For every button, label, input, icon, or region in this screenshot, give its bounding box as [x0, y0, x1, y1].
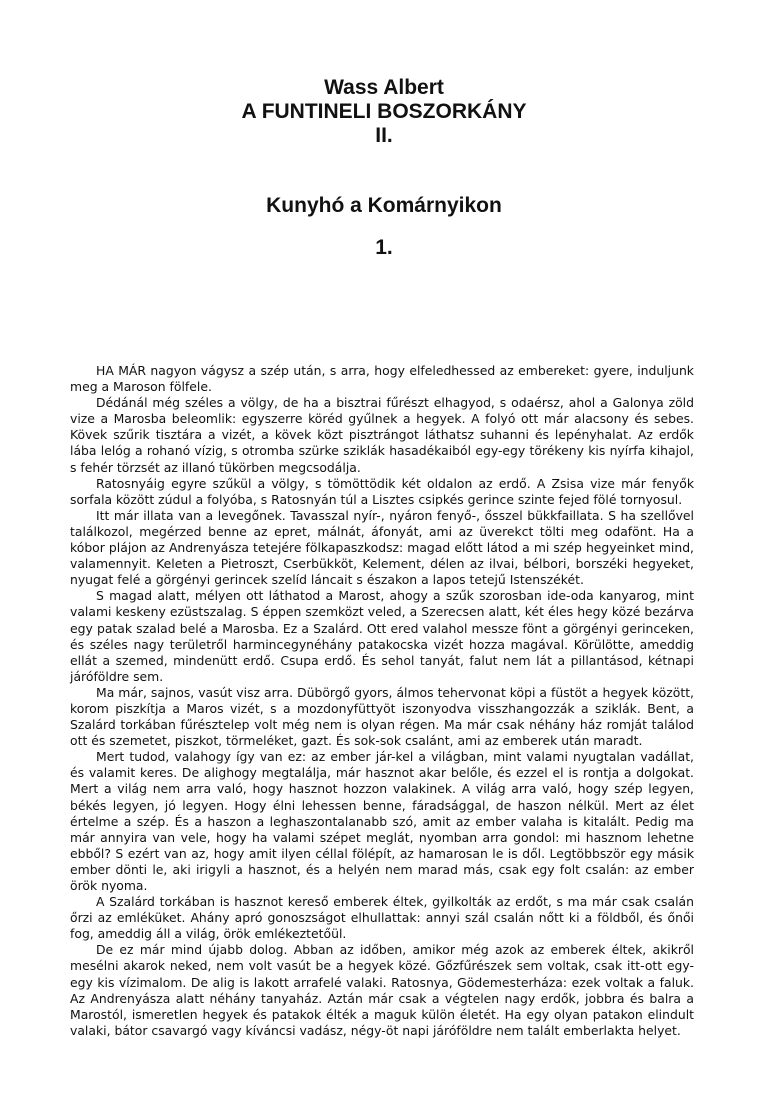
- paragraph: HA MÁR nagyon vágysz a szép után, s arra, hogy elfeledhessed az embereket: gyere, induljunk meg a Maroson fölfele.: [70, 363, 694, 395]
- paragraph: Itt már illata van a levegőnek. Tavasszal nyír-, nyáron fenyő-, ősszel bükkfaillata. S ha szellővel találkozol, megérzed benne az epret, málnát, áfonyát, ami az üverekct tölti meg odafönt. Ha a kóbor plájon az Andrenyásza tetejére fölkapaszkodsz: magad előtt látod a mi szép hegyeinket mind, valamennyit. Keleten a Pietroszt, Cserbükköt, Kelement, délen az ilvai, bélbori, borszéki hegyeket, nyugat felé a görgényi gerincek szelíd láncait s északon a lapos tetejű Istenszékét.: [70, 507, 694, 588]
- author-name: Wass Albert: [324, 76, 444, 99]
- paragraph: Mert tudod, valahogy így van ez: az ember jár-kel a világban, mint valami nyugtalan vadállat, és valamit keres. De alighogy megtalálja, már hasznot akar belőle, és ezzel el is rontja a dolgokat. Mert a világ nem arra való, hogy hasznot hozzon valakinek. A világ arra való, hogy szép legyen, békés legyen, jó legyen. Hogy élni lehessen benne, fáradsággal, de haszon nélkül. Mert az élet értelme a szép. És a haszon a leghaszontalanabb szó, amit az ember valaha is kitalált. Pedig ma már annyira van vele, hogy ha valami szépet meglát, nyomban arra gondol: mi hasznom lehetne ebből? S ezért van az, hogy amit ilyen céllal fölépít, az hamarosan le is dől. Legtöbbször egy másik ember dönti le, aki irigyli a hasznot, és a helyén nem marad más, csak egy folt csalán: az ember örök nyoma.: [70, 749, 694, 893]
- title-block: [0, 76, 768, 260]
- paragraph: Dédánál még széles a völgy, de ha a bisztrai fűrészt elhagyod, s odaérsz, ahol a Galonya zöld vize a Marosba beleomlik: egyszerre köréd gyűlnek a hegyek. A folyó ott már alacsony és sebes. Kövek szűrik tisztára a vizét, a kövek közt pisztrángot láthatsz suhanni és lepényhalat. Az erdők lába lelóg a rohanó vízig, s otromba szürke sziklák hasadékaiból egy-egy törékeny kis nyírfa kihajol, s fehér törzsét az illanó tükörben megcsodálja.: [70, 395, 694, 475]
- paragraph: A Szalárd torkában is hasznot kereső emberek éltek, gyilkolták az erdőt, s ma már csak csalán őrzi az emléküket. Ahány apró gonoszságot elhullattak: annyi szál csalán nőtt ki a földből, és őnői fog, ameddig áll a világ, örök emlékeztetőül.: [70, 894, 694, 942]
- section-number: 1.: [375, 236, 393, 259]
- paragraph: Ratosnyáig egyre szűkül a völgy, s tömöttödik két oldalon az erdő. A Zsisa vize már fenyők sorfala között zúdul a folyóba, s Ratosnyán túl a Lisztes csipkés gerince szinte fejed fölé tornyosul.: [70, 475, 694, 507]
- paragraph: S magad alatt, mélyen ott láthatod a Marost, ahogy a szűk szorosban ide-oda kanyarog, mint valami keskeny ezüstszalag. S éppen szemközt veled, a Szerecsen alatt, két éles hegy közé bezárva egy patak szalad belé a Marosba. Ez a Szalárd. Ott ered valahol messze fönt a görgényi gerinceken, és széles nagy területről harmincegynéhány patakocska vizét hozza magával. Körülötte, ameddig ellát a szemed, mindenütt erdő. Csupa erdő. És sehol tanyát, falut nem lát a pillantásod, kétnapi járóföldre sem.: [70, 588, 694, 684]
- book-title: A FUNTINELI BOSZORKÁNY: [241, 100, 527, 123]
- document-page: [0, 76, 768, 1100]
- body-text: [70, 363, 694, 1039]
- paragraph: De ez már mind újabb dolog. Abban az időben, amikor még azok az emberek éltek, akikről mesélni akarok neked, nem volt vasút be a hegyek közé. Gőzfűrészek sem voltak, csak itt-ott egy-egy kis vízimalom. De alig is lakott arrafelé valaki. Ratosnya, Gödemesterháza: ezek voltak a faluk. Az Andrenyásza alatt néhány tanyaház. Aztán már csak a végtelen nagy erdők, jobbra és balra a Marostól, ismeretlen hegyek és patakok élték a maguk külön életét. Ha egy olyan patakon elindult valaki, bátor csavargó vagy kíváncsi vadász, négy-öt napi járóföldre nem talált emberlakta helyet.: [70, 942, 694, 1038]
- chapter-title: Kunyhó a Komárnyikon: [266, 194, 502, 217]
- paragraph: Ma már, sajnos, vasút visz arra. Dübörgő gyors, álmos tehervonat köpi a füstöt a hegyek között, korom piszkítja a Maros vizét, s a mozdonyfüttyöt iszonyodva visszhangozzák a sziklák. Bent, a Szalárd torkában fűrésztelep volt még nem is olyan régen. Ma már csak néhány ház romját találod ott és szemetet, piszkot, törmeléket, gazt. És sok-sok csalánt, ami az emberek után maradt.: [70, 684, 694, 749]
- volume-number: II.: [375, 124, 393, 147]
